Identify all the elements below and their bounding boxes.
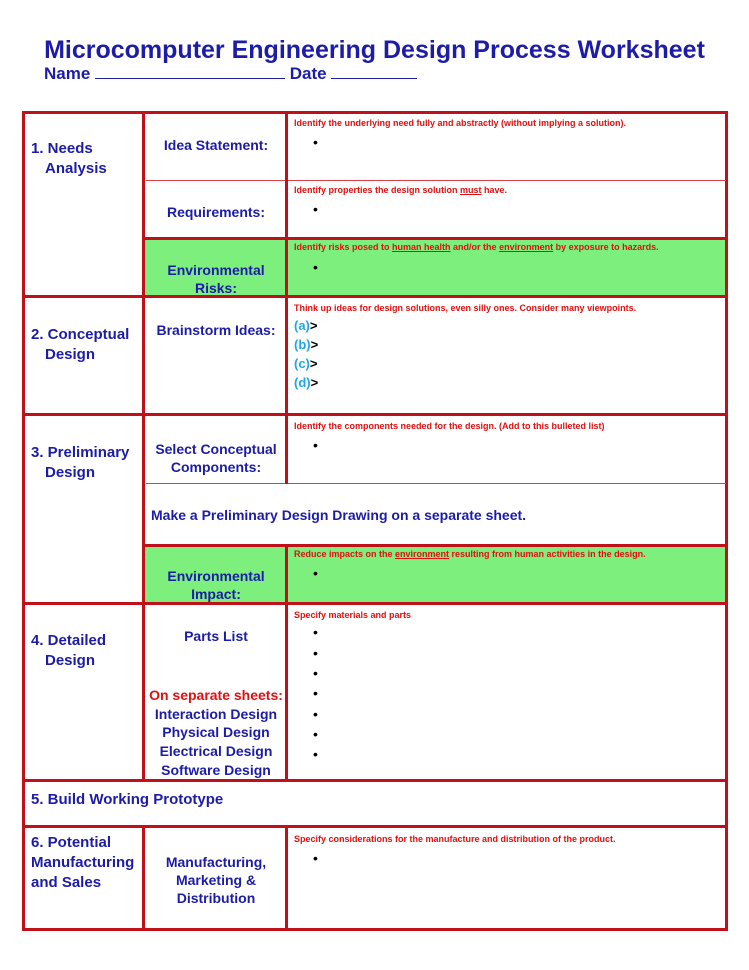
divider-stage1 [22, 295, 728, 298]
components-instruction: Identify the components needed for the design. (Add to this bulleted list) [294, 421, 605, 431]
idea-statement-bullet[interactable]: • [313, 134, 318, 150]
env-risks-instruction: Identify risks posed to human health and/or the environment by exposure to hazards. [294, 242, 659, 252]
vline-stage-col-b [142, 825, 145, 931]
parts-bullet-2[interactable]: • [313, 645, 318, 661]
env-impact-bullet[interactable]: • [313, 565, 318, 581]
worksheet-title: Microcomputer Engineering Design Process Worksheet [44, 36, 705, 64]
parts-list-label: Parts List [184, 628, 248, 644]
parts-bullet-7[interactable]: • [313, 746, 318, 762]
date-blank[interactable] [331, 64, 417, 79]
parts-bullet-6[interactable]: • [313, 726, 318, 742]
name-blank[interactable] [95, 64, 285, 79]
stage3-title: 3. Preliminary Design [31, 444, 130, 481]
manufacturing-instruction: Specify considerations for the manufacture and distribution of the product. [294, 834, 616, 844]
requirements-bullet[interactable]: • [313, 201, 318, 217]
divider-stage4 [22, 779, 728, 782]
brainstorm-option-c[interactable]: (c)> [294, 356, 318, 371]
idea-statement-instruction: Identify the underlying need fully and abstractly (without implying a solution). [294, 118, 627, 128]
interaction-design-label: Interaction Design [154, 706, 278, 722]
parts-bullet-5[interactable]: • [313, 706, 318, 722]
brainstorm-option-b[interactable]: (b)> [294, 337, 319, 352]
parts-bullet-3[interactable]: • [313, 665, 318, 681]
brainstorm-instruction: Think up ideas for design solutions, even silly ones. Consider many viewpoints. [294, 303, 637, 313]
preliminary-drawing-text: Make a Preliminary Design Drawing on a separate sheet. [151, 507, 527, 523]
env-impact-label: Environmental Impact: [167, 568, 265, 602]
env-risks-label: Environmental Risks: [167, 262, 265, 296]
date-label: Date [289, 64, 327, 83]
components-bullet[interactable]: • [313, 437, 318, 453]
software-design-label: Software Design [161, 762, 271, 778]
requirements-label: Requirements: [166, 204, 266, 220]
stage1-title: 1. Needs Analysis [31, 140, 107, 177]
brainstorm-option-d[interactable]: (d)> [294, 375, 319, 390]
divider-stage3 [22, 602, 728, 605]
physical-design-label: Physical Design [162, 724, 270, 740]
stage4-title: 4. Detailed Design [31, 632, 107, 669]
env-risks-bullet[interactable]: • [313, 259, 318, 275]
stage5-title: 5. Build Working Prototype [31, 791, 224, 808]
env-impact-instruction: Reduce impacts on the environment resulting from human activities in the design. [294, 549, 646, 559]
brainstorm-label: Brainstorm Ideas: [156, 322, 276, 338]
manufacturing-bullet[interactable]: • [313, 850, 318, 866]
separate-sheets-label: On separate sheets: [149, 687, 283, 703]
vline-label-col-a [285, 111, 288, 484]
name-date-line [44, 64, 417, 84]
divider-stage2 [22, 413, 728, 416]
divider-env-risks [143, 237, 728, 240]
stage2-title: 2. Conceptual Design [31, 326, 130, 363]
vline-stage-col-a [142, 111, 145, 780]
divider-stage5 [22, 825, 728, 828]
select-components-label: Select Conceptual Components: [155, 441, 277, 475]
divider-drawing [146, 483, 726, 484]
idea-statement-label: Idea Statement: [163, 137, 269, 153]
parts-bullet-1[interactable]: • [313, 624, 318, 640]
stage6-title: 6. Potential Manufacturing and Sales [31, 834, 135, 891]
parts-list-instruction: Specify materials and parts [294, 610, 412, 620]
name-label: Name [44, 64, 91, 83]
parts-bullet-4[interactable]: • [313, 685, 318, 701]
divider-env-impact [143, 544, 728, 547]
electrical-design-label: Electrical Design [159, 743, 273, 759]
divider-requirements [146, 180, 726, 181]
manufacturing-label: Manufacturing, Marketing & Distribution [165, 854, 267, 906]
brainstorm-option-a[interactable]: (a)> [294, 318, 318, 333]
requirements-instruction: Identify properties the design solution must have. [294, 185, 508, 195]
